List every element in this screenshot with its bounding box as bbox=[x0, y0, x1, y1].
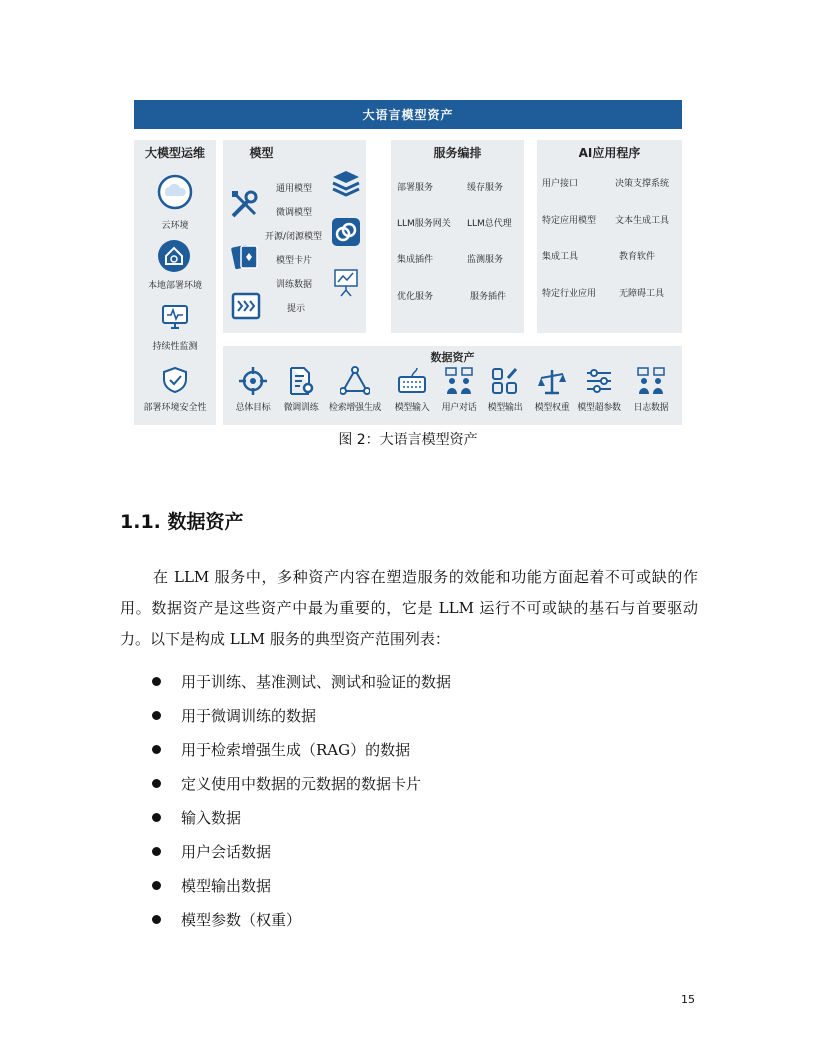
list-item: 输入数据 bbox=[152, 804, 451, 838]
body-paragraph: 在 LLM 服务中，多种资产内容在塑造服务的效能和功能方面起着不可或缺的作用。数据资产是这些资产中最为重要的，它是 LLM 运行不可或缺的基石与首要驱动力。以下是构成 LLM 服务的典型资产范围列表： bbox=[120, 568, 698, 648]
model-item-training-data: 训练数据 bbox=[276, 280, 313, 290]
list-item: 用于训练、基准测试、测试和验证的数据 bbox=[152, 668, 451, 702]
asset-user-dialog: 用户对话 bbox=[435, 366, 483, 413]
model-item-finetuned: 微调模型 bbox=[276, 208, 313, 218]
ops-item-onprem: 本地部署环境 bbox=[147, 281, 202, 291]
ai-left-3: 集成工具 bbox=[542, 252, 579, 262]
service-left-1: 部署服务 bbox=[397, 183, 434, 193]
asset-log-data: 日志数据 bbox=[627, 366, 675, 413]
service-right-3: 监测服务 bbox=[467, 255, 504, 265]
bullet-dot-icon bbox=[152, 677, 161, 686]
bullet-dot-icon bbox=[152, 745, 161, 754]
bullet-dot-icon bbox=[152, 881, 161, 890]
service-left-4: 优化服务 bbox=[397, 292, 434, 302]
ai-right-1: 决策支撑系统 bbox=[615, 179, 670, 189]
asset-overall-goal: 总体目标 bbox=[229, 366, 277, 413]
models-title: 模型 bbox=[249, 146, 274, 160]
list-item: 定义使用中数据的元数据的数据卡片 bbox=[152, 770, 451, 804]
people-board-icon bbox=[636, 366, 666, 396]
ai-left-4: 特定行业应用 bbox=[542, 289, 597, 299]
page-number: 15 bbox=[681, 993, 695, 1006]
cloud-icon bbox=[157, 174, 193, 210]
asset-finetune: 微调训练 bbox=[277, 366, 325, 413]
ops-item-monitoring: 持续性监测 bbox=[152, 342, 198, 352]
ai-left-1: 用户接口 bbox=[542, 179, 579, 189]
asset-bullet-list bbox=[152, 668, 451, 940]
bullet-dot-icon bbox=[152, 779, 161, 788]
bullet-dot-icon bbox=[152, 915, 161, 924]
model-item-general: 通用模型 bbox=[276, 184, 313, 194]
asset-rag: 检索增强生成 bbox=[325, 366, 385, 413]
list-item: 用于微调训练的数据 bbox=[152, 702, 451, 736]
bullet-dot-icon bbox=[152, 711, 161, 720]
service-right-4: 服务插件 bbox=[470, 292, 507, 302]
model-item-open-closed: 开源/闭源模型 bbox=[265, 232, 323, 242]
asset-model-weights: 模型权重 bbox=[528, 366, 576, 413]
service-right-2: LLM总代理 bbox=[467, 219, 512, 229]
asset-model-output: 模型输出 bbox=[481, 366, 529, 413]
data-assets-title: 数据资产 bbox=[430, 351, 475, 364]
presentation-chart-icon bbox=[333, 268, 359, 298]
layers-icon bbox=[331, 168, 361, 198]
model-item-card: 模型卡片 bbox=[276, 256, 313, 266]
service-panel bbox=[391, 140, 524, 333]
list-item: 用于检索增强生成（RAG）的数据 bbox=[152, 736, 451, 770]
model-item-prompt: 提示 bbox=[287, 304, 306, 314]
list-item: 模型输出数据 bbox=[152, 872, 451, 906]
link-icon bbox=[331, 217, 361, 247]
document-gear-icon bbox=[286, 366, 316, 396]
people-chat-icon bbox=[444, 366, 474, 396]
target-icon bbox=[238, 366, 268, 396]
cards-icon bbox=[231, 242, 259, 272]
asset-hyperparams: 模型超参数 bbox=[575, 366, 623, 413]
section-heading: 1.1. 数据资产 bbox=[120, 511, 244, 533]
list-item: 用户会话数据 bbox=[152, 838, 451, 872]
list-item: 模型参数（权重） bbox=[152, 906, 451, 940]
prompt-icon bbox=[231, 292, 261, 320]
bullet-dot-icon bbox=[152, 847, 161, 856]
home-icon bbox=[157, 239, 191, 273]
ops-panel bbox=[134, 140, 216, 425]
bullet-dot-icon bbox=[152, 813, 161, 822]
service-left-2: LLM服务网关 bbox=[397, 219, 451, 229]
service-left-3: 集成插件 bbox=[397, 255, 434, 265]
grid-edit-icon bbox=[490, 366, 520, 396]
ops-item-cloud: 云环境 bbox=[161, 221, 189, 231]
llm-assets-figure bbox=[134, 100, 682, 425]
figure-caption: 图 2：大语言模型资产 bbox=[338, 432, 478, 448]
ai-left-2: 特定应用模型 bbox=[542, 216, 597, 226]
triangle-cycle-icon bbox=[340, 366, 370, 396]
service-title: 服务编排 bbox=[433, 146, 482, 160]
keyboard-icon bbox=[397, 366, 427, 396]
monitor-icon bbox=[161, 304, 189, 330]
tools-icon bbox=[229, 188, 259, 220]
shield-icon bbox=[161, 366, 189, 394]
ai-right-2: 文本生成工具 bbox=[615, 216, 670, 226]
sliders-icon bbox=[584, 366, 614, 396]
service-right-1: 缓存服务 bbox=[467, 183, 504, 193]
data-assets-panel bbox=[223, 346, 682, 425]
ai-right-3: 教育软件 bbox=[619, 252, 656, 262]
scale-icon bbox=[537, 366, 567, 396]
ops-item-security: 部署环境安全性 bbox=[143, 403, 207, 413]
models-panel bbox=[223, 140, 366, 333]
ai-apps-panel bbox=[537, 140, 682, 333]
ops-title: 大模型运维 bbox=[144, 146, 205, 160]
ai-right-4: 无障碍工具 bbox=[619, 289, 665, 299]
figure-banner: 大语言模型资产 bbox=[134, 100, 682, 129]
ai-apps-title: AI应用程序 bbox=[578, 146, 641, 160]
asset-model-input: 模型输入 bbox=[388, 366, 436, 413]
